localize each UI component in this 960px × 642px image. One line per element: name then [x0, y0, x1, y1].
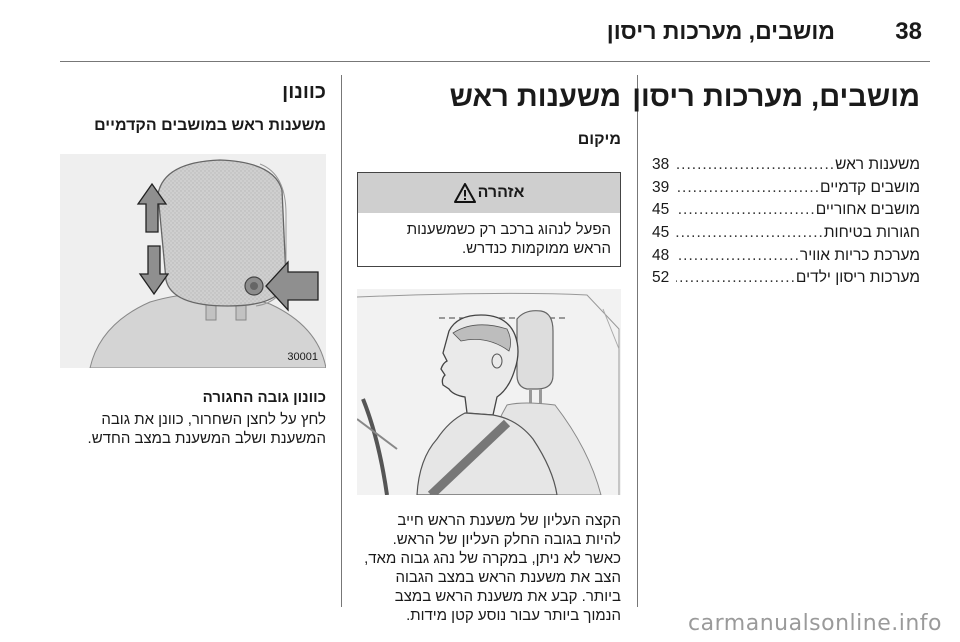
warning-triangle-icon [454, 183, 476, 203]
toc-leader-dots [676, 269, 796, 287]
toc-leader-dots [676, 156, 835, 174]
body-line: להיות בגובה החלק העליון של הראש. [392, 531, 621, 548]
warning-text [358, 213, 620, 266]
page-number: 38 [895, 18, 922, 45]
section-subheading: משענות ראש במושבים הקדמיים [94, 117, 326, 134]
toc-entry-page[interactable]: 48 [652, 246, 670, 264]
position-instructions [357, 511, 621, 625]
toc-entry[interactable] [652, 201, 920, 224]
watermark: carmanualsonline.info [688, 611, 942, 636]
toc-leader-dots [676, 179, 820, 197]
toc-entry-page[interactable]: 52 [652, 269, 670, 287]
page-header [0, 0, 960, 62]
column-divider-left [341, 75, 342, 607]
warning-header [358, 173, 620, 213]
section-heading: כוונון [282, 81, 326, 103]
toc-leader-dots [676, 247, 800, 265]
toc-entry-label[interactable]: מושבים קדמיים [820, 178, 920, 196]
toc-entry-page[interactable]: 38 [652, 156, 670, 173]
warning-line: הפעל לנהוג ברכב רק כשמשענות [406, 221, 611, 238]
body-line: הנמוך ביותר עבור נוסע קטן מידות. [406, 607, 621, 624]
toc-entry-label[interactable]: משענות ראש [835, 156, 920, 173]
toc-entry[interactable] [652, 156, 920, 179]
head-restraints-section [357, 80, 621, 625]
body-line: המשענת ושלב המשענת במצב החדש. [87, 430, 326, 447]
chapter-contents [632, 80, 920, 292]
chapter-heading: מושבים, מערכות ריסון [632, 81, 920, 113]
toc-entry[interactable] [652, 224, 920, 247]
toc-entry-page[interactable]: 45 [652, 201, 670, 219]
toc-entry[interactable] [652, 269, 920, 292]
headrest-adjust-illustration [60, 154, 326, 368]
body-line: ביותר. קבע את משענת הראש במצב [394, 588, 621, 605]
toc-entry-label[interactable]: מערכות ריסון ילדים [795, 269, 920, 287]
section-heading: משענות ראש [449, 81, 621, 113]
page-title: מושבים, מערכות ריסון [606, 18, 835, 44]
header-divider [60, 61, 930, 62]
toc-entry-label[interactable]: מושבים אחוריים [815, 201, 920, 219]
column-divider-right [637, 75, 638, 607]
section-subheading: מיקום [577, 131, 621, 148]
warning-title: אזהרה [477, 184, 525, 201]
adjustment-section [60, 80, 326, 448]
body-line: כאשר לא ניתן, במקרה של נהג גבוה מאד, [364, 550, 621, 567]
toc-entry[interactable] [652, 247, 920, 270]
toc-entry-page[interactable]: 45 [652, 224, 670, 242]
driver-head-restraint-illustration [357, 289, 621, 495]
toc-entry-label[interactable]: מערכת כריות אוויר [799, 246, 920, 264]
warning-box [357, 172, 621, 267]
body-line: הצב את משענת הראש במצב הגבוה [395, 569, 621, 586]
body-line: לחץ על לחצן השחרור, כוונן את גובה [101, 411, 326, 428]
toc-entry-page[interactable]: 39 [652, 178, 670, 196]
image-code: 30001 [287, 351, 318, 363]
toc-list [652, 156, 920, 292]
warning-line: הראש ממוקמות כנדרש. [462, 240, 611, 257]
toc-leader-dots [676, 224, 824, 242]
adjust-instructions [60, 410, 326, 448]
toc-entry-label[interactable]: חגורות בטיחות [823, 224, 920, 242]
toc-leader-dots [676, 201, 816, 219]
toc-entry[interactable] [652, 179, 920, 202]
caption-title: כוונון גובה החגורה [202, 389, 326, 406]
body-line: הקצה העליון של משענת הראש חייב [397, 512, 621, 529]
